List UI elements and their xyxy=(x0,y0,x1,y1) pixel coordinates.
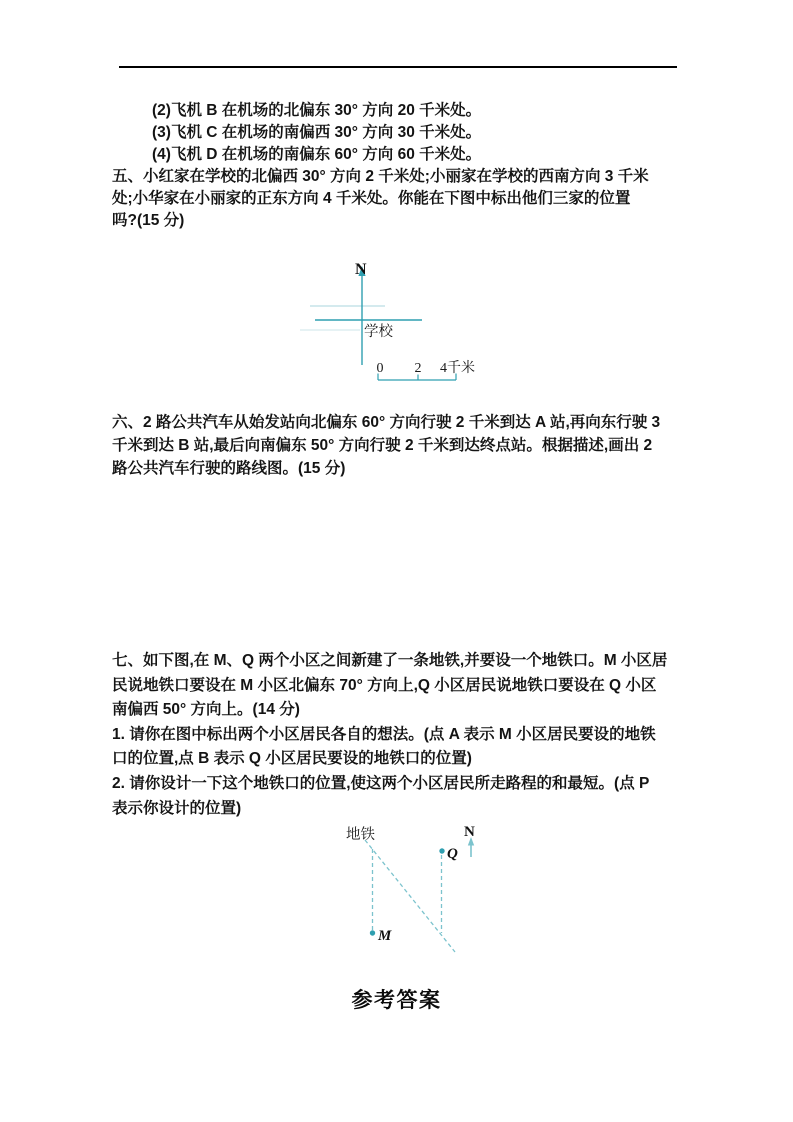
problem7-line-3: 南偏西 50° 方向上。(14 分) xyxy=(112,701,300,719)
problem6-line-3: 路公共汽车行驶的路线图。(15 分) xyxy=(112,460,346,477)
problem6-line-1: 六、2 路公共汽车从始发站向北偏东 60° 方向行驶 2 千米到达 A 站,再向东行驶 3 xyxy=(112,414,661,431)
problem7-statement xyxy=(112,649,667,821)
problem4-subline-4: (4)飞机 D 在机场的南偏东 60° 方向 60 千米处。 xyxy=(152,146,482,163)
problem7-item-1-line-1: 1. 请你在图中标出两个小区居民各自的想法。(点 A 表示 M 小区居民要设的地铁 xyxy=(112,725,656,743)
problem6-line-2: 千米到达 B 站,最后向南偏东 50° 方向行驶 2 千米到达终点站。根据描述,画出 2 xyxy=(112,437,653,454)
school-compass-diagram xyxy=(290,255,500,395)
problem5-line-3: 吗?(15 分) xyxy=(112,212,185,229)
subway-label: 地铁 xyxy=(346,827,375,843)
scale-label-2: 2 xyxy=(414,361,422,376)
problem5-statement xyxy=(112,166,649,232)
problem7-item-2-line-1: 2. 请你设计一下这个地铁口的位置,使这两个小区居民所走路程的和最短。(点 P xyxy=(112,774,650,792)
point-m-dot xyxy=(370,930,375,935)
problem7-line-2: 民说地铁口要设在 M 小区北偏东 70° 方向上,Q 小区居民说地铁口要设在 Q 小区 xyxy=(112,676,657,694)
point-q-dot xyxy=(439,848,444,853)
problem7-line-1: 七、如下图,在 M、Q 两个小区之间新建了一条地铁,并要设一个地铁口。M 小区居 xyxy=(112,652,668,669)
problem5-line-1: 五、小红家在学校的北偏西 30° 方向 2 千米处;小丽家在学校的西南方向 3 千米 xyxy=(112,168,649,185)
north-label: N xyxy=(464,824,475,840)
subway-diagram xyxy=(330,818,500,966)
school-label: 学校 xyxy=(364,324,393,340)
problem5-line-2: 处;小华家在小丽家的正东方向 4 千米处。你能在下图中标出他们三家的位置 xyxy=(112,190,631,207)
problem4-sublist xyxy=(152,100,481,166)
scale-label-4km: 4千米 xyxy=(440,361,475,376)
problem6-statement xyxy=(112,411,660,480)
scale-label-0: 0 xyxy=(376,361,384,376)
point-m-label: M xyxy=(378,928,392,944)
problem7-item-2-line-2: 表示你设计的位置) xyxy=(112,799,242,817)
north-label: N xyxy=(355,261,367,278)
reference-answers-heading: 参考答案 xyxy=(351,989,442,1012)
problem4-subline-2: (2)飞机 B 在机场的北偏东 30° 方向 20 千米处。 xyxy=(152,102,482,119)
problem4-subline-3: (3)飞机 C 在机场的南偏西 30° 方向 30 千米处。 xyxy=(152,124,482,141)
point-q-label: Q xyxy=(447,846,458,862)
header-rule xyxy=(119,66,677,68)
problem7-item-1-line-2: 口的位置,点 B 表示 Q 小区居民要设的地铁口的位置) xyxy=(112,750,472,768)
